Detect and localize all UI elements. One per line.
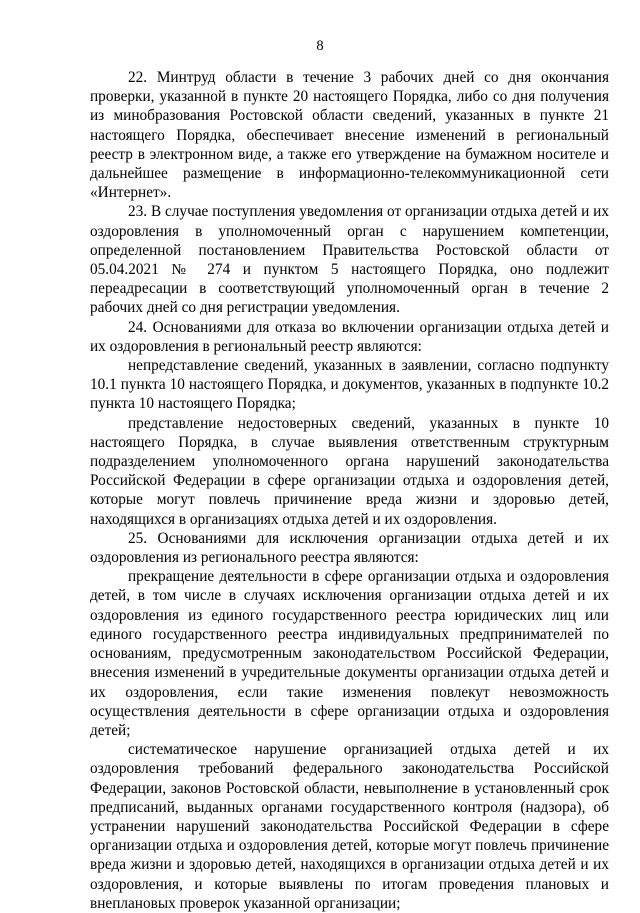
- paragraph-25: 25. Основаниями для исключения организации отдыха детей и их оздоровления из регионального реестра являются:: [90, 529, 609, 567]
- page-number: 8: [316, 38, 324, 54]
- paragraph-25-item-2: систематическое нарушение организацией отдыха детей и их оздоровления требований федерального законодательства Российской Федерации, законов Ростовской области, невыполнение в установленный срок предписаний, выданных органами государственного контроля (надзора), об устранении нарушений законодательства Российской Федерации в сфере организации отдыха и оздоровления детей, которые могут повлечь причинение вреда жизни и здоровью детей, находящихся в организации отдыха детей и их оздоровления, и которые выявлены по итогам проведения плановых и внеплановых проверок указанной организации;: [90, 741, 609, 912]
- paragraph-24-item-1: непредставление сведений, указанных в заявлении, согласно подпункту 10.1 пункта 10 настоящего Порядка, и документов, указанных в подпункте 10.2 пункта 10 настоящего Порядка;: [90, 357, 609, 413]
- paragraph-23: 23. В случае поступления уведомления от организации отдыха детей и их оздоровления в уполномоченный орган с нарушением компетенции, определенной постановлением Правительства Ростовской области от 05.04.2021 № 274 и пунктом 5 настоящего Порядка, оно подлежит переадресации в соответствующий уполномоченный орган в течение 2 рабочих дней со дня регистрации уведомления.: [90, 203, 609, 317]
- paragraph-24: 24. Основаниями для отказа во включении организации отдыха детей и их оздоровления в региональный реестр являются:: [90, 318, 609, 355]
- paragraph-25-item-1: прекращение деятельности в сфере организации отдыха и оздоровления детей, в том числе в случаях исключения организации отдыха детей и их оздоровления из единого государственного реестра юридических лиц или единого государственного реестра индивидуальных предпринимателей по основаниям, предусмотренным законодательством Российской Федерации, внесения изменений в учредительные документы организации отдыха детей и их оздоровления, если такие изменения повлекут невозможность осуществления деятельности в сфере организации отдыха и оздоровления детей;: [90, 568, 609, 739]
- paragraph-24-item-2: представление недостоверных сведений, указанных в пункте 10 настоящего Порядка, в случае выявления ответственным структурным подразделением уполномоченного органа нарушений законодательства Российской Федерации в сфере организации отдыха и оздоровления детей, которые могут повлечь причинение вреда жизни и здоровью детей, находящихся в организациях отдыха детей и их оздоровления.: [90, 414, 609, 528]
- paragraph-22: 22. Минтруд области в течение 3 рабочих дней со дня окончания проверки, указанной в пункте 20 настоящего Порядка, либо со дня получения из минобразования Ростовской области сведений, указанных в пункте 21 настоящего Порядка, обеспечивает внесение изменений в региональный реестр в электронном виде, а также его утверждение на бумажном носителе и дальнейшее размещение в информационно-телекоммуникационной сети «Интернет».: [90, 69, 609, 202]
- document-body: [90, 68, 609, 913]
